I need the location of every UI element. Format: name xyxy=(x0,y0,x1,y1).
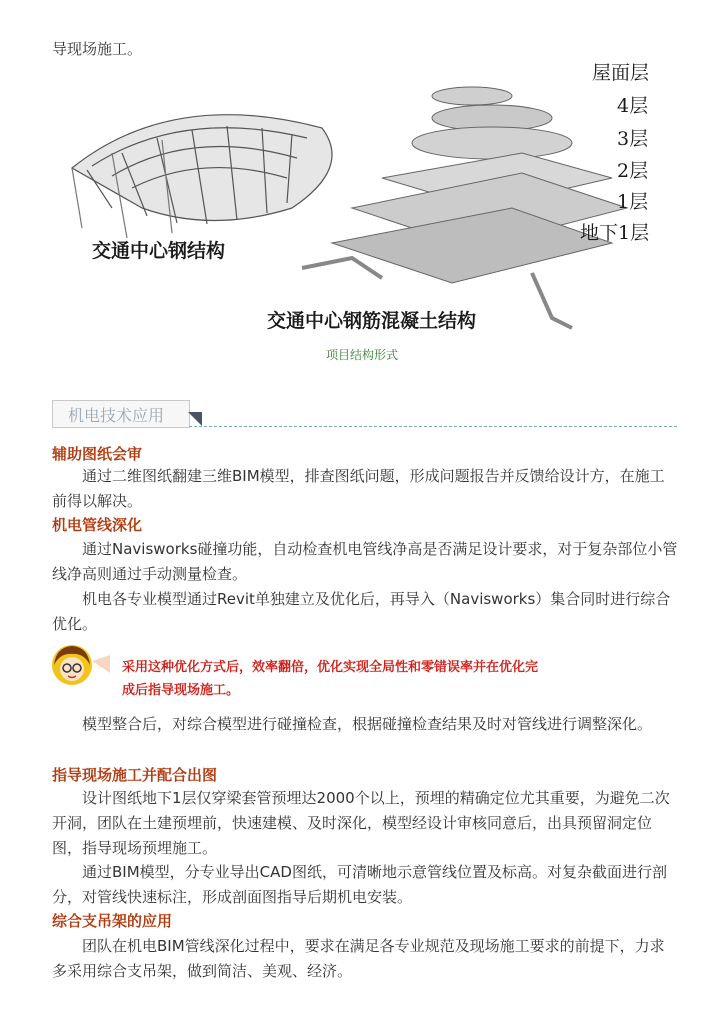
floor-label-roof: 屋面层 xyxy=(592,62,650,84)
steel-structure-drawing xyxy=(72,115,332,238)
floor-label-4: 4层 xyxy=(617,95,649,117)
paragraph-cad-export: 通过BIM模型，分专业导出CAD图纸，可清晰地示意管线位置及标高。对复杂截面进行剖分，对管线快速标注，形成剖面图指导后期机电安装。 xyxy=(52,863,667,906)
paragraph-navisworks: 通过Navisworks碰撞功能，自动检查机电管线净高是否满足设计要求，对于复杂部位小管线净高则通过手动测量检查。 xyxy=(52,540,678,583)
heading-drawing-review: 辅助图纸会审 xyxy=(52,445,143,463)
girl-avatar-icon xyxy=(50,643,112,687)
paragraph-revit: 机电各专业模型通过Revit单独建立及优化后，再导入（Navisworks）集合同时进行综合优化。 xyxy=(52,590,671,633)
paragraph-drawing-review: 通过二维图纸翻建三维BIM模型，排查图纸问题，形成问题报告并反馈给设计方，在施工前得以解决。 xyxy=(52,467,665,510)
floor-label-1: 1层 xyxy=(617,191,649,213)
heading-support-hanger: 综合支吊架的应用 xyxy=(52,912,173,930)
rc-structure-drawing xyxy=(302,87,627,328)
heading-site-guidance: 指导现场施工并配合出图 xyxy=(52,766,218,784)
section-corner-triangle xyxy=(188,412,202,426)
figure-caption: 项目结构形式 xyxy=(325,348,398,362)
heading-pipeline-deepening: 机电管线深化 xyxy=(52,516,143,534)
steel-structure-label: 交通中心钢结构 xyxy=(92,240,226,262)
paragraph-embedding: 设计图纸地下1层仅穿梁套管预埋达2000个以上，预埋的精确定位尤其重要，为避免二次开洞，团队在土建预埋前，快速建模、及时深化，模型经设计审核同意后，出具预留洞定位图，指导现场预埋施工。 xyxy=(52,789,670,857)
structure-illustration xyxy=(52,58,672,338)
floor-label-2: 2层 xyxy=(617,160,649,182)
intro-line: 导现场施工。 xyxy=(52,40,143,58)
paragraph-collision-check: 模型整合后，对综合模型进行碰撞检查，根据碰撞检查结果及时对管线进行调整深化。 xyxy=(82,715,653,733)
structure-figure xyxy=(52,58,672,338)
floor-label-b1: 地下1层 xyxy=(580,222,650,244)
paragraph-support-hanger: 团队在机电BIM管线深化过程中，要求在满足各专业规范及现场施工要求的前提下，力求多采用综合支吊架，做到简洁、美观、经济。 xyxy=(52,937,665,980)
section-header xyxy=(52,400,678,428)
highlight-note: 采用这种优化方式后，效率翻倍，优化实现全局性和零错误率并在优化完成后指导现场施工。 xyxy=(122,660,539,698)
section-divider xyxy=(189,426,677,427)
section-title: 机电技术应用 xyxy=(68,406,165,425)
floor-label-3: 3层 xyxy=(617,128,649,150)
rc-structure-label: 交通中心钢筋混凝土结构 xyxy=(267,310,477,332)
